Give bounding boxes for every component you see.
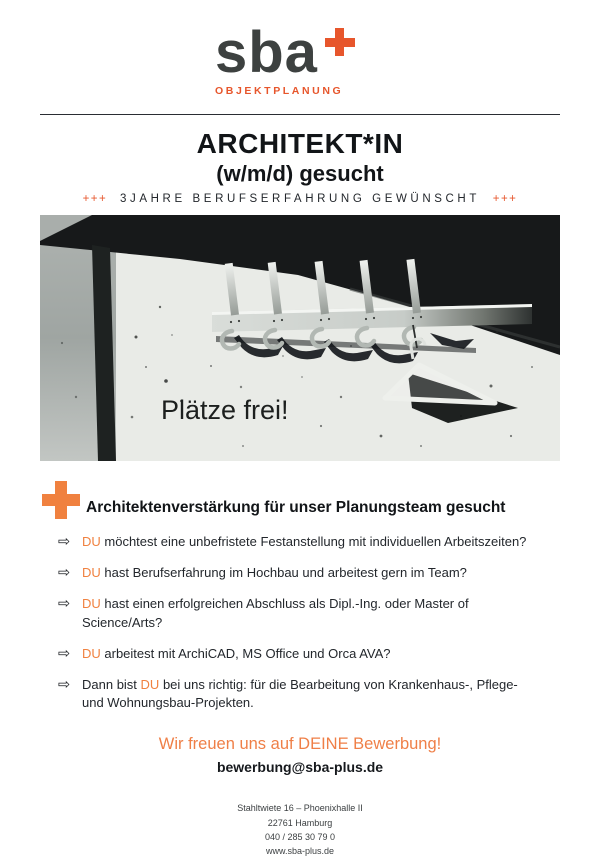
list-item: [58, 645, 540, 664]
closing-line: Wir freuen uns auf DEINE Bewerbung!: [158, 735, 442, 754]
phone-number: 040 / 285 30 79 0: [264, 832, 336, 843]
address-line: 22761 Hamburg: [267, 817, 333, 828]
page-title: ARCHITEKT*IN: [196, 128, 404, 160]
list-item: [58, 564, 540, 583]
logo-wordmark: sba: [215, 20, 318, 85]
bullet-text: Dann bist DU bei uns richtig: für die Bearbeitung von Krankenhaus-, Pflege- und Wohnungsbau-Projekten.: [82, 676, 518, 711]
logo-subtitle: OBJEKTPLANUNG: [215, 85, 344, 98]
experience-line: [0, 193, 600, 205]
bullet-text: DU möchtest eine unbefristete Festanstellung mit individuellen Arbeitszeiten?: [82, 534, 527, 550]
big-plus-icon: [42, 481, 80, 519]
bullet-text: DU hast einen erfolgreichen Abschluss als Dipl.-Ing. oder Master of Science/Arts?: [82, 596, 469, 630]
arrow-right-icon: ⇨: [58, 645, 71, 662]
plus-marks-left: +++: [82, 193, 108, 206]
coat-rack-photo: [40, 215, 560, 461]
application-email: bewerbung@sba-plus.de: [216, 759, 384, 776]
du-highlight: DU: [82, 596, 101, 612]
bullet-text: DU hast Berufserfahrung im Hochbau und arbeitest gern im Team?: [82, 565, 467, 581]
page-subtitle: (w/m/d) gesucht: [216, 161, 384, 187]
list-item: [58, 676, 540, 714]
plus-icon: [325, 28, 355, 56]
list-item: [58, 595, 540, 633]
plus-marks-right: +++: [492, 193, 518, 206]
list-item: [58, 533, 540, 552]
website-url: www.sba-plus.de: [265, 846, 335, 857]
du-highlight: DU: [140, 676, 160, 692]
arrow-right-icon: ⇨: [58, 565, 71, 582]
intro-heading: Architektenverstärkung für unser Planungsteam gesucht: [86, 499, 506, 517]
du-highlight: DU: [82, 645, 101, 661]
divider-line: [40, 114, 560, 115]
intro-section: [42, 481, 600, 519]
footer-address: [0, 801, 600, 859]
arrow-right-icon: ⇨: [58, 676, 71, 693]
bullet-list: [58, 533, 540, 713]
du-highlight: DU: [82, 565, 101, 581]
bullet-text: DU arbeitest mit ArchiCAD, MS Office und Orca AVA?: [82, 645, 391, 661]
arrow-right-icon: ⇨: [58, 596, 71, 613]
address-line: Stahltwiete 16 – Phoenixhalle II: [237, 803, 363, 814]
du-highlight: DU: [82, 534, 101, 550]
photo-caption: Plätze frei!: [161, 395, 289, 426]
experience-text: 3JAHRE BERUFSERFAHRUNG GEWÜNSCHT: [120, 193, 480, 206]
logo: [215, 20, 385, 98]
arrow-right-icon: ⇨: [58, 534, 71, 551]
